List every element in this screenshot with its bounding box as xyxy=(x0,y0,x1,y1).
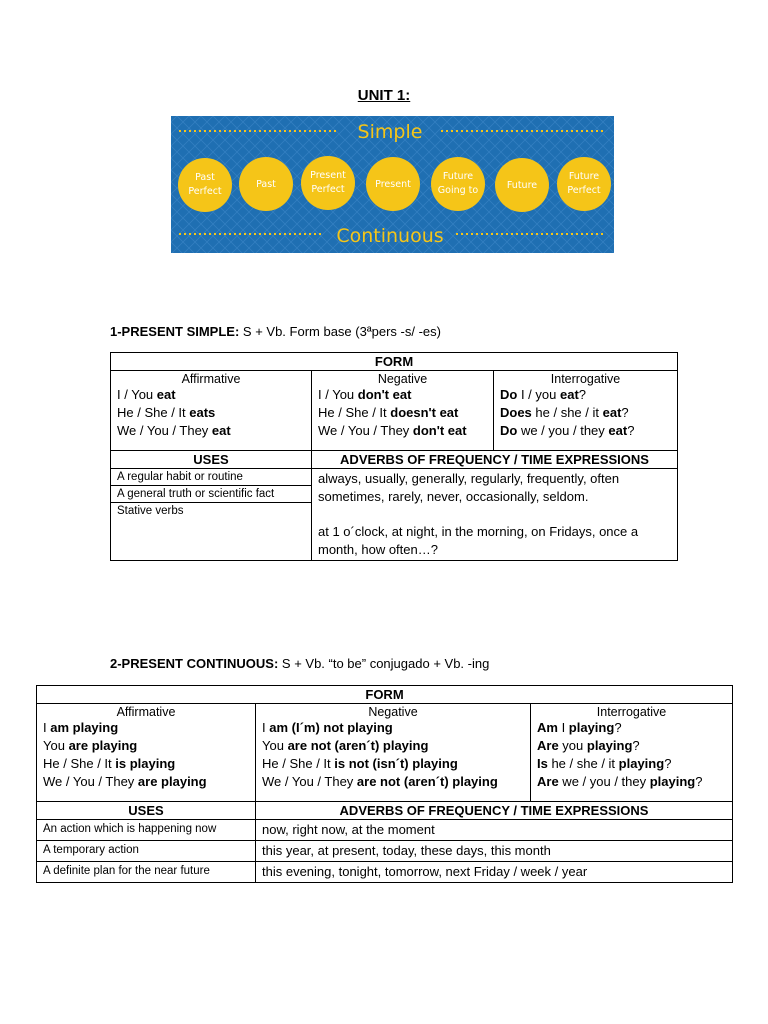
negative-cell xyxy=(312,371,494,451)
affirmative-line: I / You eat xyxy=(117,387,176,402)
banner-top-label: Simple xyxy=(357,121,423,143)
interrogative-line: Is he / she / it playing? xyxy=(537,756,672,771)
use-item: A definite plan for the near future xyxy=(37,862,256,883)
tense-circle xyxy=(239,157,293,211)
adverbs-header: ADVERBS OF FREQUENCY / TIME EXPRESSIONS xyxy=(256,802,733,820)
time-line: month, how often…? xyxy=(318,542,438,557)
use-item: A temporary action xyxy=(37,841,256,862)
negative-line: We / You / They don't eat xyxy=(318,423,467,438)
interrogative-line: Do I / you eat? xyxy=(500,387,587,402)
interrogative-line: Do we / you / they eat? xyxy=(500,423,635,438)
expression-item: this year, at present, today, these days, this month xyxy=(256,841,733,862)
section1-heading xyxy=(110,324,441,339)
interrogative-cell xyxy=(494,371,678,451)
tense-circle xyxy=(301,156,355,210)
svg-text:Perfect: Perfect xyxy=(567,185,601,196)
section1-heading-rest: S + Vb. Form base (3ªpers -s/ -es) xyxy=(239,324,441,339)
affirmative-line: You are playing xyxy=(43,738,138,753)
svg-text:Going to: Going to xyxy=(437,185,479,196)
uses-header: USES xyxy=(37,802,256,820)
tense-circle xyxy=(495,158,549,212)
interrogative-cell xyxy=(531,704,733,802)
svg-text:Future: Future xyxy=(442,171,474,182)
adverbs-cell xyxy=(312,469,678,561)
negative-line: We / You / They are not (aren´t) playing xyxy=(262,774,498,789)
tense-circle xyxy=(366,157,420,211)
negative-line: He / She / It is not (isn´t) playing xyxy=(262,756,458,771)
interrogative-label: Interrogative xyxy=(596,705,667,719)
negative-line: I am (I´m) not playing xyxy=(262,720,393,735)
tenses-banner xyxy=(171,116,614,253)
interrogative-line: Are you playing? xyxy=(537,738,640,753)
adverbs-line: sometimes, rarely, never, occasionally, seldom. xyxy=(318,489,589,504)
svg-text:Perfect: Perfect xyxy=(311,184,345,195)
uses-header: USES xyxy=(111,451,312,469)
table-row xyxy=(37,862,733,883)
banner-bottom-label: Continuous xyxy=(336,225,444,247)
section2-heading xyxy=(110,656,489,671)
affirmative-line: He / She / It eats xyxy=(117,405,216,420)
svg-text:Future: Future xyxy=(506,180,538,191)
svg-text:Past: Past xyxy=(195,172,215,183)
use-item: Stative verbs xyxy=(117,505,184,517)
time-line: at 1 o´clock, at night, in the morning, on Fridays, once a xyxy=(318,524,639,539)
svg-text:Present: Present xyxy=(375,179,411,190)
affirmative-label: Affirmative xyxy=(116,705,176,719)
svg-text:Perfect: Perfect xyxy=(188,186,222,197)
affirmative-line: He / She / It is playing xyxy=(43,756,176,771)
tense-circle xyxy=(557,157,611,211)
tense-circle xyxy=(431,157,485,211)
section2-heading-bold: 2-PRESENT CONTINUOUS: xyxy=(110,656,279,671)
svg-text:Past: Past xyxy=(256,179,276,190)
adverbs-line: always, usually, generally, regularly, frequently, often xyxy=(318,471,620,486)
section2-heading-rest: S + Vb. “to be” conjugado + Vb. -ing xyxy=(278,656,490,671)
affirmative-line: I am playing xyxy=(43,720,119,735)
negative-label: Negative xyxy=(377,372,428,386)
affirmative-label: Affirmative xyxy=(181,372,241,386)
present-continuous-table xyxy=(36,685,733,883)
form-header: FORM xyxy=(111,353,678,371)
expression-item: this evening, tonight, tomorrow, next Friday / week / year xyxy=(256,862,733,883)
interrogative-line: Am I playing? xyxy=(537,720,622,735)
interrogative-label: Interrogative xyxy=(550,372,621,386)
negative-line: He / She / It doesn't eat xyxy=(318,405,459,420)
svg-text:Present: Present xyxy=(310,170,346,181)
present-simple-table xyxy=(110,352,678,561)
interrogative-line: Are we / you / they playing? xyxy=(537,774,703,789)
tenses-banner-graphic xyxy=(171,116,614,253)
uses-cell xyxy=(111,469,312,561)
affirmative-line: We / You / They are playing xyxy=(43,774,207,789)
negative-line: I / You don't eat xyxy=(318,387,412,402)
table-row xyxy=(37,820,733,841)
use-item: A general truth or scientific fact xyxy=(111,486,311,503)
interrogative-line: Does he / she / it eat? xyxy=(500,405,629,420)
use-item: A regular habit or routine xyxy=(111,469,311,486)
svg-text:Future: Future xyxy=(568,171,600,182)
section1-heading-bold: 1-PRESENT SIMPLE: xyxy=(110,324,240,339)
table-row xyxy=(37,841,733,862)
affirmative-cell xyxy=(111,371,312,451)
tense-circle xyxy=(178,158,232,212)
expression-item: now, right now, at the moment xyxy=(256,820,733,841)
affirmative-line: We / You / They eat xyxy=(117,423,231,438)
form-header: FORM xyxy=(37,686,733,704)
negative-line: You are not (aren´t) playing xyxy=(262,738,429,753)
unit-title: UNIT 1: xyxy=(357,87,411,104)
adverbs-header: ADVERBS OF FREQUENCY / TIME EXPRESSIONS xyxy=(312,451,678,469)
affirmative-cell xyxy=(37,704,256,802)
negative-cell xyxy=(256,704,531,802)
negative-label: Negative xyxy=(368,705,418,719)
use-item: An action which is happening now xyxy=(37,820,256,841)
